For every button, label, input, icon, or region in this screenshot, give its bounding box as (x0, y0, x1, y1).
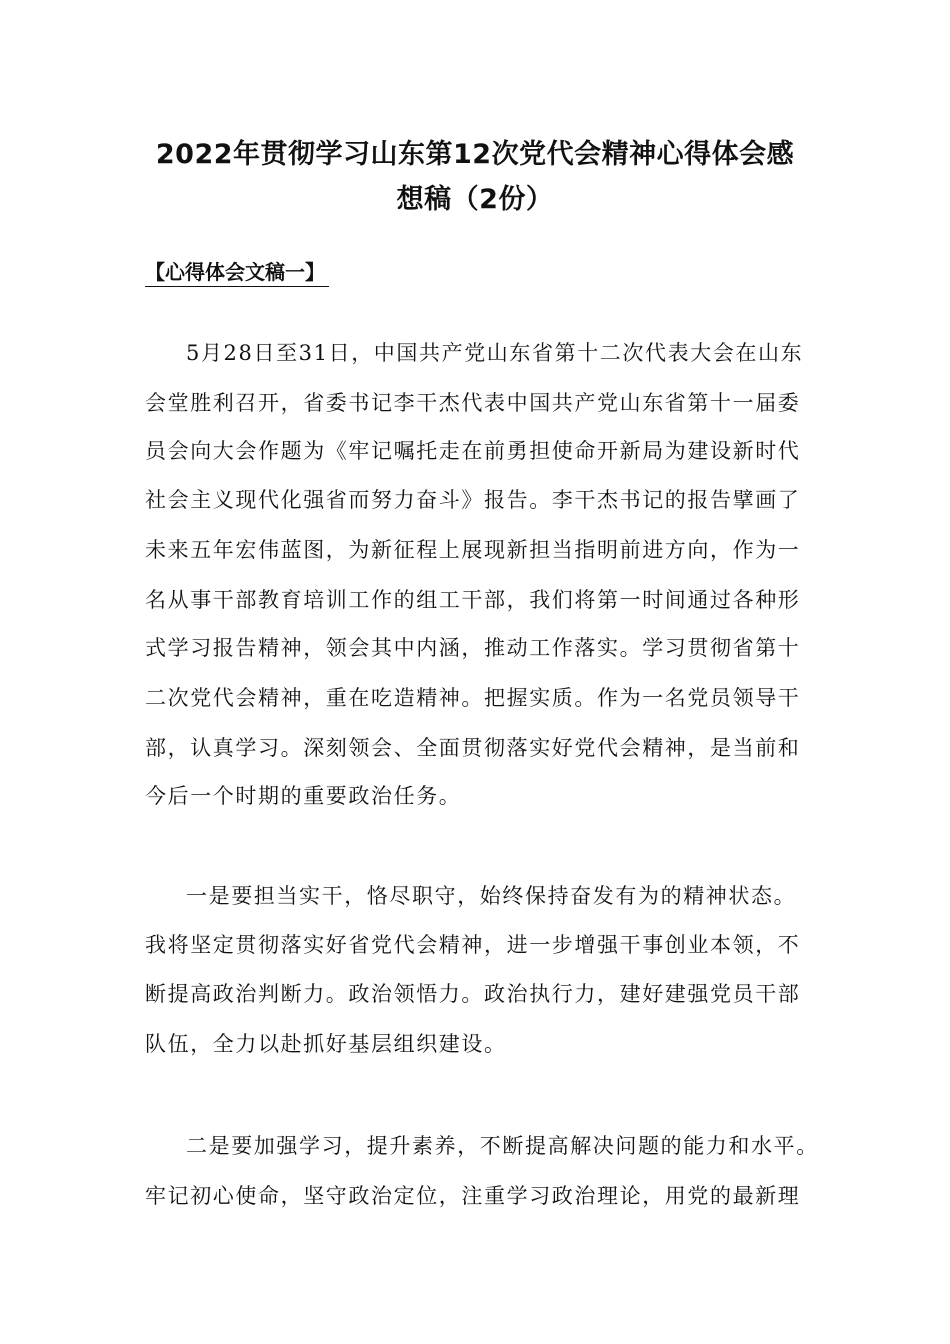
paragraph-3-line: 牢记初心使命，坚守政治定位，注重学习政治理论，用党的最新理 (145, 1184, 801, 1208)
paragraph-1-line: 式学习报告精神，领会其中内涵，推动工作落实。学习贯彻省第十 (145, 636, 801, 660)
paragraph-1-line: 名从事干部教育培训工作的组工干部，我们将第一时间通过各种形 (145, 588, 801, 612)
paragraph-3-line: 二是要加强学习，提升素养，不断提高解决问题的能力和水平。 (186, 1134, 819, 1158)
paragraph-1-line: 未来五年宏伟蓝图，为新征程上展现新担当指明前进方向，作为一 (145, 538, 801, 562)
section-heading: 【心得体会文稿一】 (145, 258, 329, 287)
paragraph-2-line: 我将坚定贯彻落实好省党代会精神，进一步增强干事创业本领，不 (145, 933, 801, 957)
paragraph-1-line: 今后一个时期的重要政治任务。 (145, 784, 462, 808)
paragraph-1-line: 部，认真学习。深刻领会、全面贯彻落实好党代会精神，是当前和 (145, 736, 801, 760)
paragraph-1-line: 二次党代会精神，重在吃造精神。把握实质。作为一名党员领导干 (145, 686, 801, 710)
document-title-line-2: 想稿（2份） (396, 184, 554, 215)
paragraph-1-line: 员会向大会作题为《牢记嘱托走在前勇担使命开新局为建设新时代 (145, 439, 801, 463)
paragraph-2-line: 断提高政治判断力。政治领悟力。政治执行力，建好建强党员干部 (145, 982, 801, 1006)
document-title-line-1: 2022年贯彻学习山东第12次党代会精神心得体会感 (155, 139, 795, 170)
paragraph-2-line: 队伍，全力以赴抓好基层组织建设。 (145, 1032, 507, 1056)
paragraph-1-line: 会堂胜利召开，省委书记李干杰代表中国共产党山东省第十一届委 (145, 391, 801, 415)
paragraph-1-line: 社会主义现代化强省而努力奋斗》报告。李干杰书记的报告擘画了 (145, 488, 801, 512)
paragraph-2-line: 一是要担当实干，恪尽职守，始终保持奋发有为的精神状态。 (186, 884, 797, 908)
paragraph-1-line: 5月28日至31日，中国共产党山东省第十二次代表大会在山东 (186, 341, 804, 365)
